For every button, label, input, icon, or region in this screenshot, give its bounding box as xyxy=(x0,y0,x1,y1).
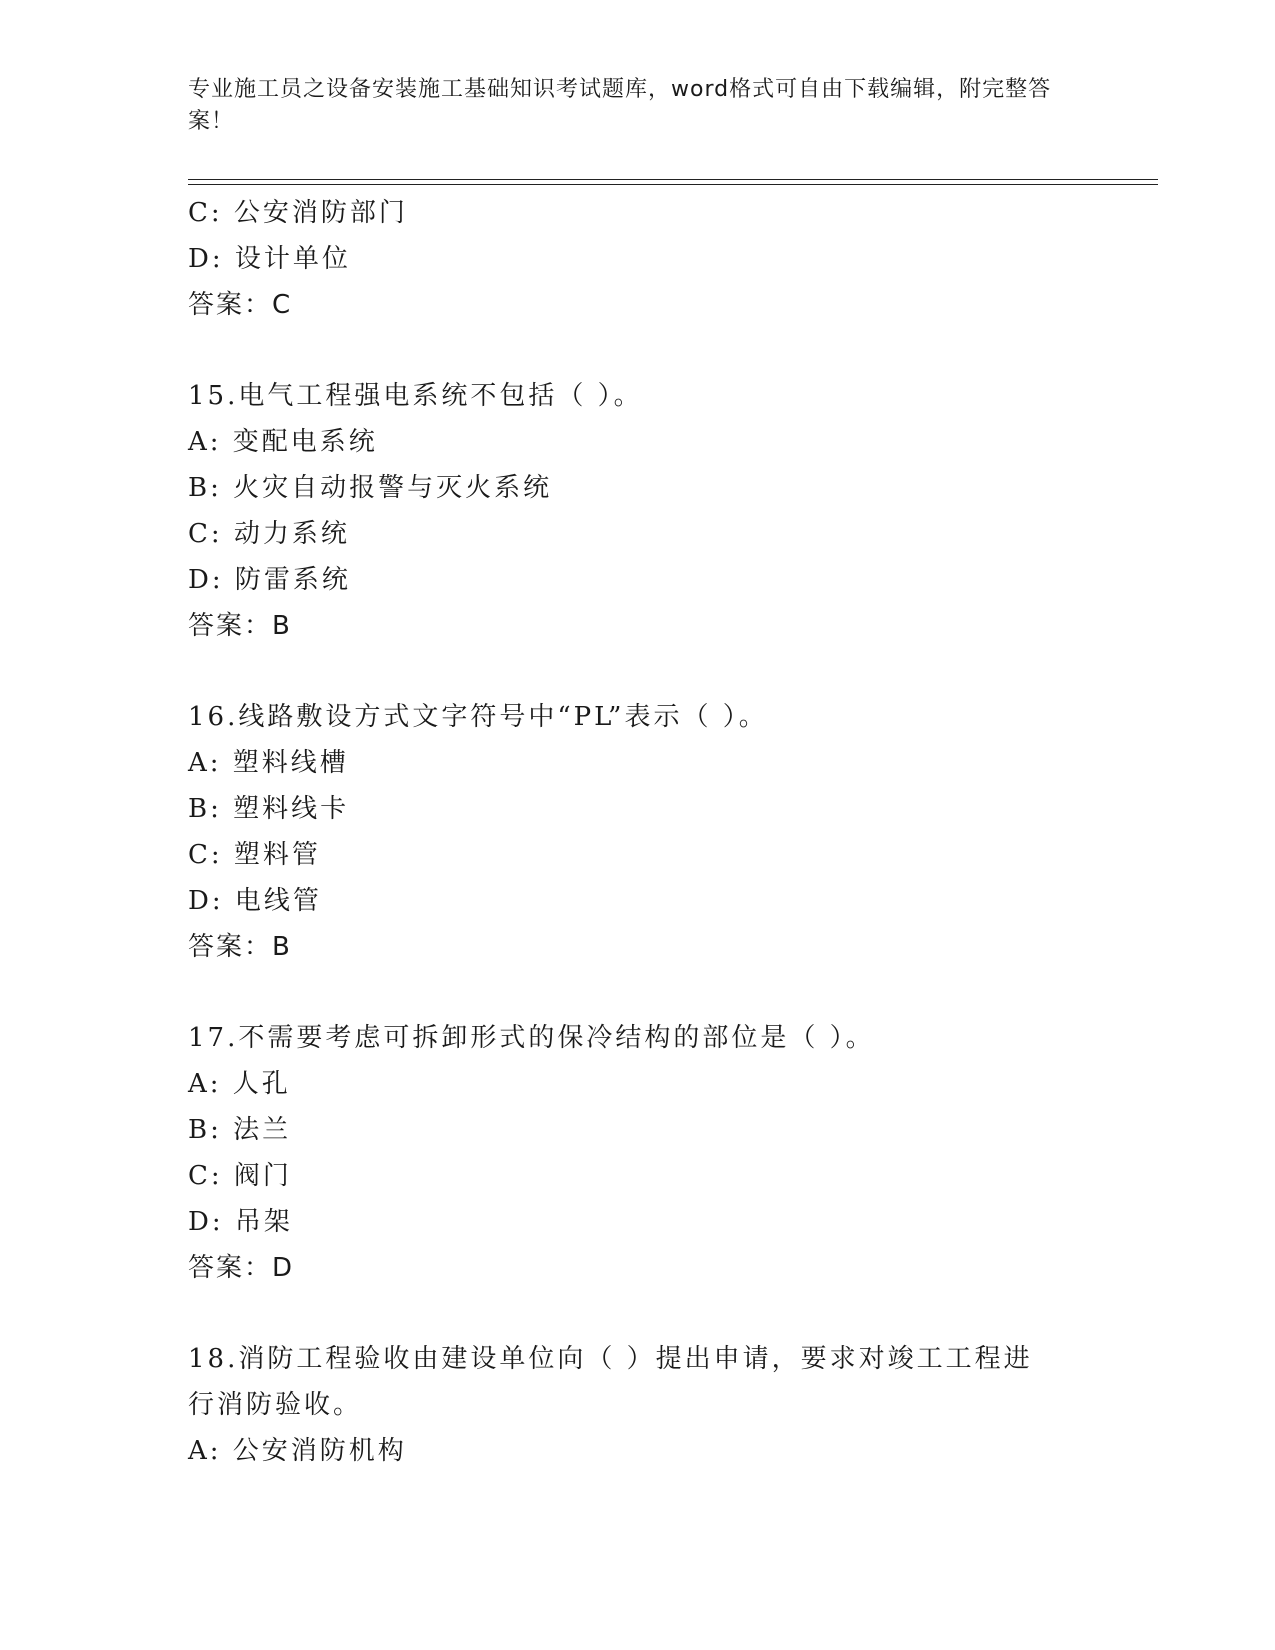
option-a: A: 人孔 xyxy=(188,1069,291,1099)
question-14-tail xyxy=(188,190,1088,328)
question-text: 15.电气工程强电系统不包括（ ）。 xyxy=(188,381,643,411)
option-d: D: 吊架 xyxy=(188,1207,293,1237)
option-b: B: 火灾自动报警与灭火系统 xyxy=(188,473,553,503)
question-text: 17.不需要考虑可拆卸形式的保冷结构的部位是（ ）。 xyxy=(188,1023,875,1053)
option-d: D: 防雷系统 xyxy=(188,565,351,595)
question-16 xyxy=(188,694,1088,970)
question-15 xyxy=(188,373,1088,649)
spacer xyxy=(188,970,1088,1015)
option-c: C: 公安消防部门 xyxy=(188,198,408,228)
question-text: 18.消防工程验收由建设单位向（ ）提出申请，要求对竣工工程进行消防验收。 xyxy=(188,1344,1033,1420)
option-d: D: 设计单位 xyxy=(188,244,351,274)
answer-line: 答案：C xyxy=(188,290,293,320)
option-c: C: 塑料管 xyxy=(188,840,321,870)
answer-line: 答案：B xyxy=(188,611,292,641)
option-a: A: 公安消防机构 xyxy=(188,1436,407,1466)
option-a: A: 变配电系统 xyxy=(188,427,378,457)
document-header: 专业施工员之设备安装施工基础知识考试题库，word格式可自由下载编辑，附完整答案！ xyxy=(188,77,1052,134)
header-divider-top xyxy=(188,179,1158,180)
question-18 xyxy=(188,1336,1088,1474)
question-17 xyxy=(188,1015,1088,1291)
header-divider-bottom xyxy=(188,184,1158,185)
option-b: B: 塑料线卡 xyxy=(188,794,350,824)
question-list xyxy=(188,190,1088,1474)
spacer xyxy=(188,328,1088,373)
option-c: C: 动力系统 xyxy=(188,519,350,549)
answer-line: 答案：D xyxy=(188,1253,295,1283)
option-c: C: 阀门 xyxy=(188,1161,292,1191)
spacer xyxy=(188,649,1088,694)
option-d: D: 电线管 xyxy=(188,886,322,916)
answer-line: 答案：B xyxy=(188,932,292,962)
option-a: A: 塑料线槽 xyxy=(188,748,349,778)
spacer xyxy=(188,1291,1088,1336)
question-text: 16.线路敷设方式文字符号中“PL”表示（ ）。 xyxy=(188,702,768,732)
option-b: B: 法兰 xyxy=(188,1115,292,1145)
